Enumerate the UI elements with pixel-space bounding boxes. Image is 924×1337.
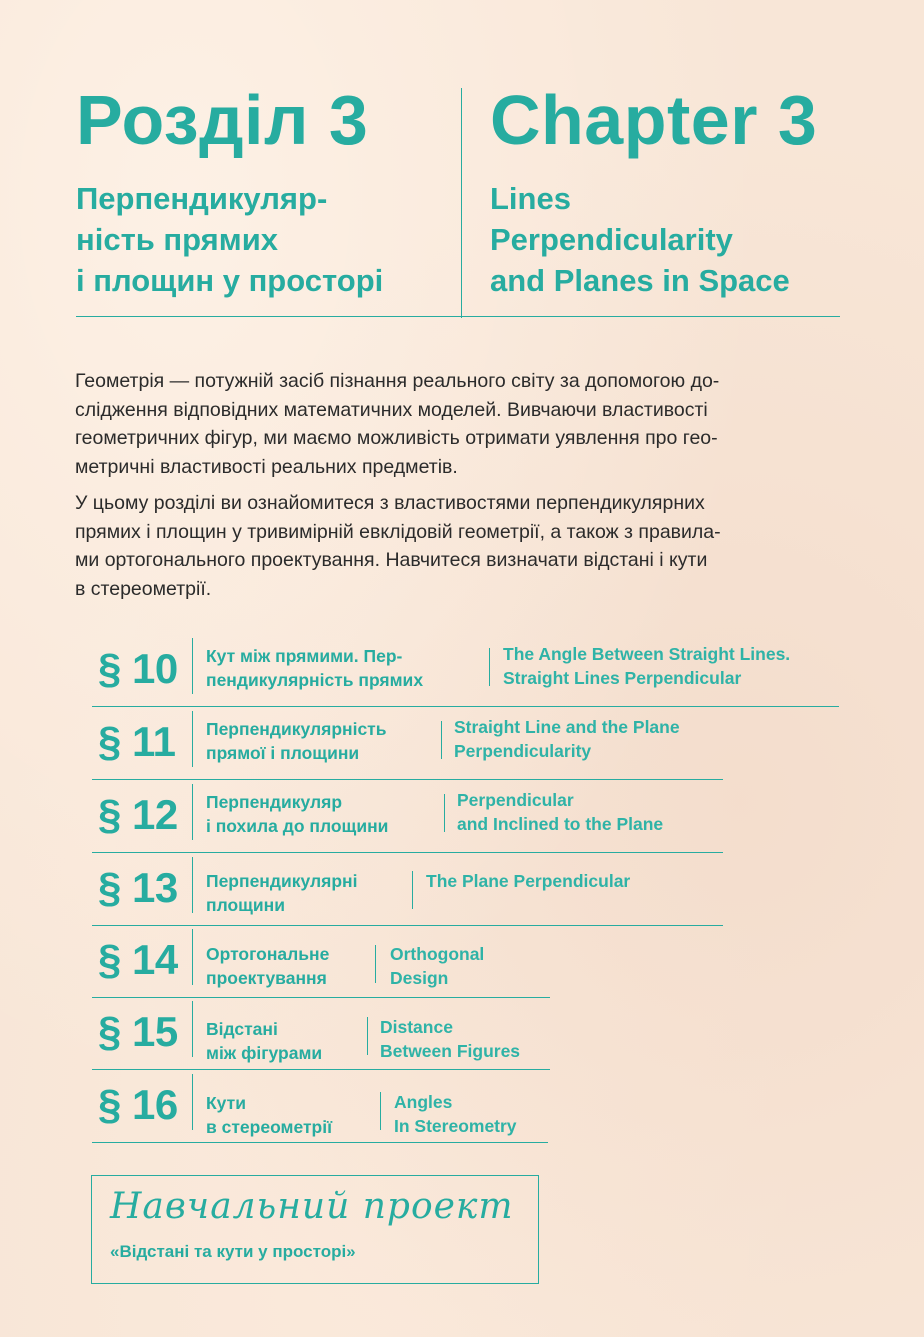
- section-title-en: [394, 1090, 517, 1138]
- title-line: The Plane Perpendicular: [426, 871, 631, 891]
- title-line: Перпендикулярність: [206, 719, 387, 739]
- title-line: Straight Line and the Plane: [454, 717, 680, 737]
- section-15[interactable]: [92, 999, 550, 1070]
- section-title-ua: [206, 1091, 332, 1139]
- language-separator: [412, 871, 413, 909]
- subtitle-line: і площин у просторі: [76, 263, 384, 298]
- title-line: прямої і площини: [206, 743, 360, 763]
- header-underline: [76, 316, 840, 317]
- title-line: Orthogonal: [390, 944, 485, 964]
- title-line: Angles: [394, 1092, 453, 1112]
- section-title-ua: [206, 717, 387, 765]
- chapter-subtitle-en: [490, 178, 870, 301]
- subtitle-line: Perpendicularity: [490, 222, 733, 257]
- chapter-subtitle-ua: [76, 178, 456, 301]
- section-14[interactable]: [92, 927, 550, 998]
- section-title-en: [390, 942, 484, 990]
- section-title-ua: [206, 644, 423, 692]
- language-separator: [441, 721, 442, 759]
- section-title-ua: [206, 1017, 322, 1065]
- section-title-en: [457, 788, 663, 836]
- text-line: геометричних фігур, ми маємо можливість отримати уявлення про гео-: [75, 427, 718, 449]
- title-line: площини: [206, 895, 285, 915]
- title-line: пендикулярність прямих: [206, 670, 424, 690]
- subtitle-line: and Planes in Space: [490, 263, 790, 298]
- title-line: Perpendicular: [457, 790, 574, 810]
- title-line: Кути: [206, 1093, 246, 1113]
- subtitle-line: ність прямих: [76, 222, 278, 257]
- title-line: між фігурами: [206, 1043, 323, 1063]
- title-line: Кут між прямими. Пер-: [206, 646, 403, 666]
- section-number: § 12: [98, 791, 178, 838]
- section-title-ua: [206, 942, 329, 990]
- learning-project-box[interactable]: [91, 1175, 539, 1284]
- section-divider: [192, 711, 193, 767]
- language-separator: [489, 648, 490, 686]
- section-title-ua: [206, 869, 357, 917]
- section-divider: [192, 857, 193, 913]
- project-subtitle: «Відстані та кути у просторі»: [110, 1242, 356, 1261]
- subtitle-line: Перпендикуляр-: [76, 181, 328, 216]
- section-title-en: [503, 642, 790, 690]
- text-line: слідження відповідних математичних моделей. Вивчаючи властивості: [75, 398, 708, 421]
- title-line: проектування: [206, 968, 327, 988]
- section-11[interactable]: [92, 709, 723, 780]
- project-title: Навчальний проект: [110, 1186, 514, 1227]
- section-10[interactable]: [92, 636, 839, 707]
- chapter-header-ua: [76, 80, 456, 301]
- section-number: § 10: [98, 645, 178, 692]
- section-title-ua: [206, 790, 388, 838]
- intro-text: [75, 367, 840, 611]
- section-number: § 14: [98, 936, 178, 983]
- section-number: § 16: [98, 1081, 178, 1128]
- intro-paragraph-2: [75, 489, 840, 603]
- text-line: прямих і площин у тривимірній евклідовій геометрії, а також з правила-: [75, 520, 721, 543]
- text-line: ми ортогонального проектування. Навчитеся визначати відстані і кути: [75, 549, 708, 571]
- title-line: Perpendicularity: [454, 741, 592, 761]
- title-line: і похила до площини: [206, 816, 389, 836]
- section-title-en: [454, 715, 680, 763]
- section-number: § 11: [98, 718, 176, 765]
- title-line: Відстані: [206, 1019, 278, 1039]
- subtitle-line: Lines: [490, 181, 571, 216]
- language-separator: [367, 1017, 368, 1055]
- language-separator: [375, 945, 376, 983]
- title-line: в стереометрії: [206, 1117, 333, 1137]
- section-number: § 15: [98, 1008, 178, 1055]
- header-divider: [461, 88, 462, 318]
- text-line: Геометрія — потужній засіб пізнання реального світу за допомогою до-: [75, 370, 720, 392]
- title-line: Перпендикулярні: [206, 871, 358, 891]
- section-16[interactable]: [92, 1072, 548, 1143]
- section-13[interactable]: [92, 855, 723, 926]
- title-line: Ортогональне: [206, 944, 330, 964]
- section-number: § 13: [98, 864, 178, 911]
- intro-paragraph-1: [75, 367, 840, 481]
- language-separator: [380, 1092, 381, 1130]
- text-line: метричні властивості реальних предметів.: [75, 455, 458, 478]
- section-divider: [192, 784, 193, 840]
- chapter-title-ua: Розділ 3: [76, 81, 369, 159]
- section-title-en: [426, 869, 630, 893]
- title-line: Between Figures: [380, 1041, 521, 1061]
- title-line: Distance: [380, 1017, 453, 1037]
- section-divider: [192, 638, 193, 694]
- language-separator: [444, 794, 445, 832]
- text-line: в стереометрії.: [75, 577, 212, 600]
- title-line: Straight Lines Perpendicular: [503, 668, 742, 688]
- section-title-en: [380, 1015, 520, 1063]
- chapter-title-en: Chapter 3: [490, 81, 818, 159]
- title-line: In Stereometry: [394, 1116, 517, 1136]
- text-line: У цьому розділі ви ознайомитеся з властивостями перпендикулярних: [75, 492, 705, 514]
- section-divider: [192, 1001, 193, 1057]
- title-line: The Angle Between Straight Lines.: [503, 644, 791, 664]
- title-line: Перпендикуляр: [206, 792, 343, 812]
- section-divider: [192, 1074, 193, 1130]
- section-divider: [192, 929, 193, 985]
- title-line: Design: [390, 968, 449, 988]
- title-line: and Inclined to the Plane: [457, 814, 664, 834]
- section-12[interactable]: [92, 782, 723, 853]
- chapter-header-en: [490, 80, 870, 301]
